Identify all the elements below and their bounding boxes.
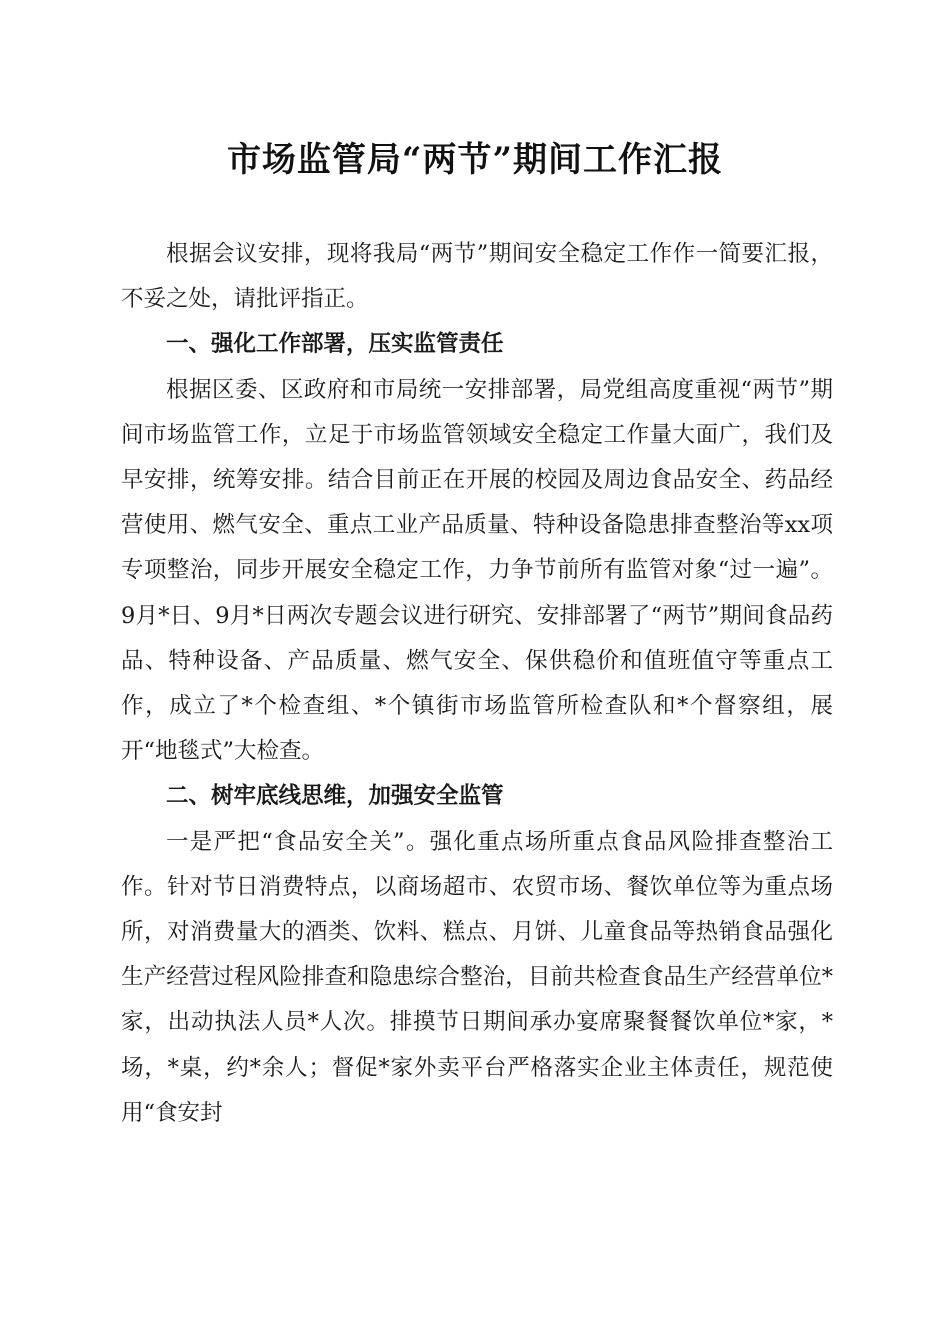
section-1-heading: 一、强化工作部署，压实监管责任 — [166, 331, 504, 358]
document-title: 市场监管局“两节”期间工作汇报 — [226, 140, 724, 180]
document-body — [121, 232, 833, 1136]
section-2-paragraph: 一是严把“食品安全关”。强化重点场所重点食品风险排查整治工作。针对节日消费特点，以商场超市、农贸市场、餐饮单位等为重点场所，对消费量大的酒类、饮料、糕点、月饼、儿童食品等热销食品强化生产经营过程风险排查和隐患综合整治，目前共检查食品生产经营单位*家，出动执法人员*人次。排摸节日期间承办宴席聚餐餐饮单位*家，*场，*桌，约*余人；督促*家外卖平台严格落实企业主体责任，规范使用“食安封 — [121, 828, 833, 1126]
section-2-heading: 二、树牢底线思维，加强安全监管 — [166, 783, 504, 810]
intro-paragraph: 根据会议安排，现将我局“两节”期间安全稳定工作作一简要汇报，不妥之处，请批评指正。 — [121, 241, 833, 313]
section-1-paragraph: 根据区委、区政府和市局统一安排部署，局党组高度重视“两节”期间市场监管工作，立足于市场监管领域安全稳定工作量大面广，我们及早安排，统筹安排。结合目前正在开展的校园及周边食品安全、药品经营使用、燃气安全、重点工业产品质量、特种设备隐患排查整治等xx项专项整治，同步开展安全稳定工作，力争节前所有监管对象“过一遍”。9月*日、9月*日两次专题会议进行研究、安排部署了“两节”期间食品药品、特种设备、产品质量、燃气安全、保供稳价和值班值守等重点工作，成立了*个检查组、*个镇街市场监管所检查队和*个督察组，展开“地毯式”大检查。 — [121, 376, 833, 765]
